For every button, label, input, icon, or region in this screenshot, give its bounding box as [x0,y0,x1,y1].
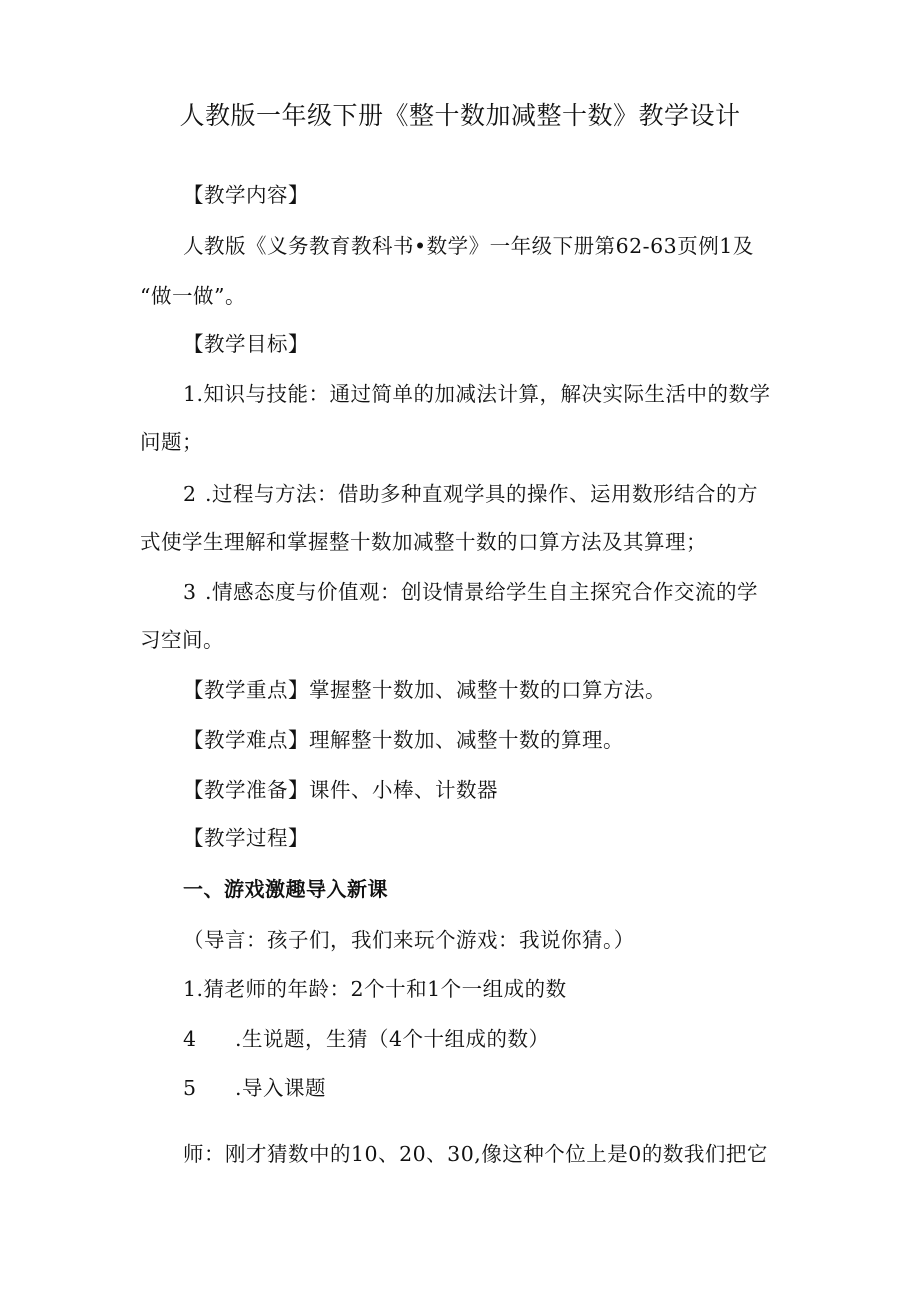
goal-1-line-1: 1.知识与技能：通过简单的加减法计算，解决实际生活中的数学 [183,382,771,406]
goal-2-text: .过程与方法：借助多种直观学具的操作、运用数形结合的方 [205,482,759,506]
goal-2-line-2: 式使学生理解和掌握整十数加减整十数的口算方法及其算理； [140,530,707,554]
content-line-1: 人教版《义务教育教科书•数学》一年级下册第62-63页例1及 [183,234,754,258]
step-5-text: .导入课题 [235,1076,327,1100]
difficulty-text: 理解整十数加、减整十数的算理。 [309,728,624,752]
process-heading: 【教学过程】 [183,826,309,850]
content-heading: 【教学内容】 [183,183,309,207]
goal-2-line-1 [183,480,758,508]
difficulty-point [183,726,624,754]
content-line-2: “做一做”。 [140,284,246,308]
key-point-label: 【教学重点】 [183,678,309,702]
step-4-text: .生说题，生猜（4个十组成的数） [235,1027,550,1051]
goal-2-number: 2 [183,482,197,506]
goal-3-number: 3 [183,580,197,604]
step-1: 1.猜老师的年龄：2个十和1个一组成的数 [183,977,567,1001]
step-5-number: 5 [183,1076,197,1100]
preparation-text: 课件、小棒、计数器 [309,778,498,802]
goal-3-line-2: 习空间。 [140,628,224,652]
step-5 [183,1074,326,1102]
difficulty-label: 【教学难点】 [183,728,309,752]
preparation-label: 【教学准备】 [183,778,309,802]
step-4-number: 4 [183,1027,197,1051]
goal-3-text: .情感态度与价值观：创设情景给学生自主探究合作交流的学 [205,580,759,604]
step-4 [183,1025,550,1053]
goals-heading: 【教学目标】 [183,332,309,356]
teacher-line: 师：刚才猜数中的10、20、30,像这种个位上是0的数我们把它 [183,1142,768,1166]
key-point-text: 掌握整十数加、减整十数的口算方法。 [309,678,666,702]
goal-1-line-2: 问题； [140,430,203,454]
document-title: 人教版一年级下册《整十数加减整十数》教学设计 [179,101,741,130]
intro-note: （导言：孩子们，我们来玩个游戏：我说你猜。） [183,928,635,952]
key-point [183,676,666,704]
preparation [183,776,498,804]
goal-3-line-1 [183,578,758,606]
section-1-title: 一、游戏激趣导入新课 [183,877,388,901]
